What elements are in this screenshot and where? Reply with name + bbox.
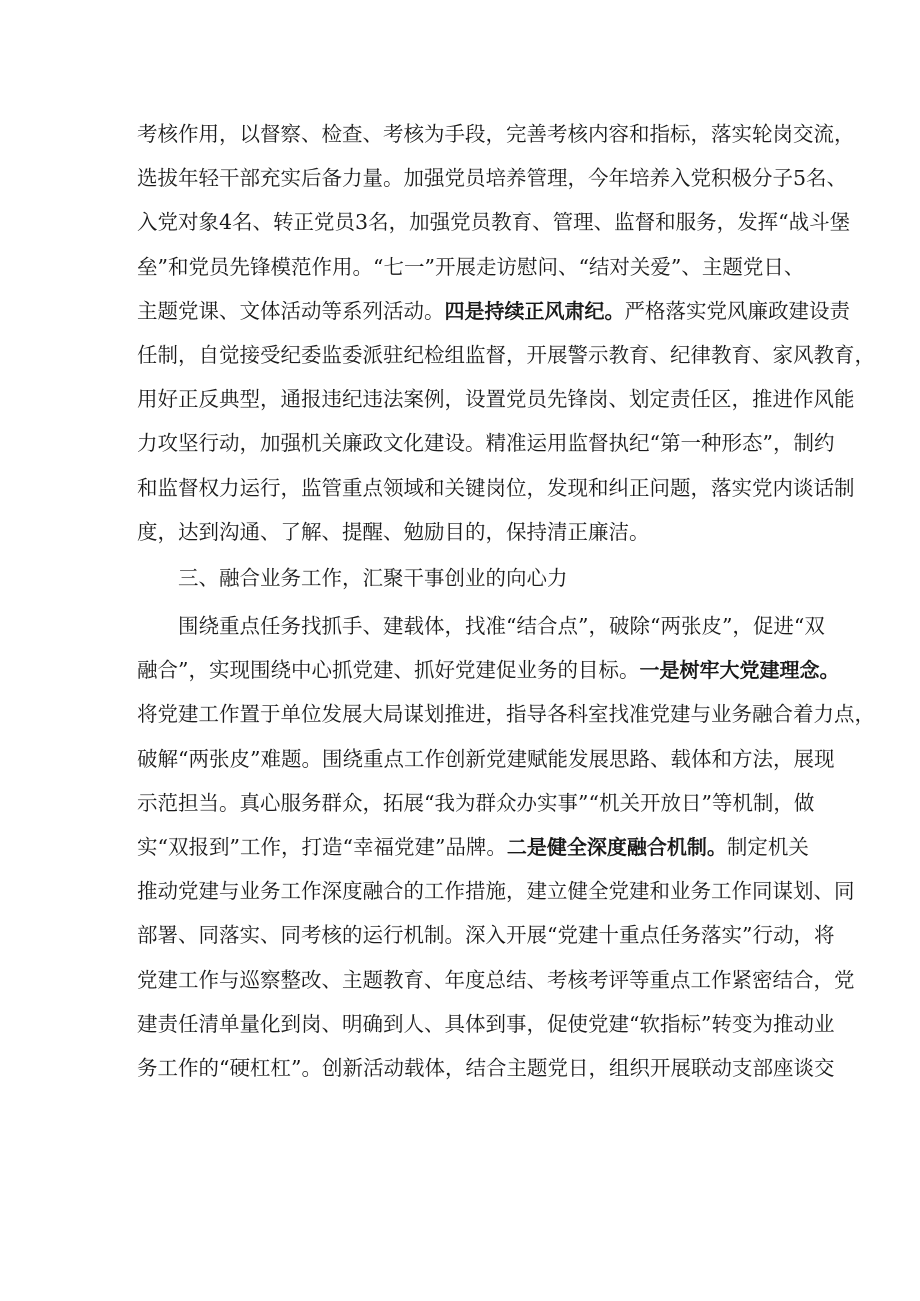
text-run: 实“双报到”工作，打造“幸福党建”品牌。 bbox=[137, 835, 507, 859]
text-line: 建责任清单量化到岗、明确到人、具体到事，促使党建“软指标”转变为推动业 bbox=[137, 1011, 835, 1036]
text-line: 入党对象4名、转正党员3名，加强党员教育、管理、监督和服务，发挥“战斗堡 bbox=[137, 210, 851, 235]
bold-point-two: 二是健全深度融合机制。 bbox=[506, 835, 727, 859]
text-line: 考核作用，以督察、检查、考核为手段，完善考核内容和指标，落实轮岗交流， bbox=[137, 122, 855, 146]
paragraph-business-integration bbox=[137, 604, 875, 1090]
text-run: 制定机关 bbox=[726, 835, 809, 859]
bold-point-one: 一是树牢大党建理念。 bbox=[639, 658, 840, 683]
text-run: 严格落实党风廉政建设责 bbox=[624, 298, 850, 323]
section-heading-3: 三、融合业务工作，汇聚干事创业的向心力 bbox=[178, 565, 568, 590]
paragraph-party-building bbox=[137, 112, 875, 554]
text-line: 推动党建与业务工作深度融合的工作措施，建立健全党建和业务工作同谋划、同 bbox=[137, 879, 855, 904]
text-line: 选拔年轻干部充实后备力量。加强党员培养管理，今年培养入党积极分子5名、 bbox=[137, 166, 848, 191]
text-line bbox=[137, 648, 840, 692]
text-line: 围绕重点任务找抓手、建载体，找准“结合点”，破除“两张皮”，促进“双 bbox=[178, 614, 825, 639]
text-line: 度，达到沟通、了解、提醒、勉励目的，保持清正廉洁。 bbox=[137, 519, 650, 544]
text-line: 任制，自觉接受纪委监委派驻纪检组监督，开展警示教育、纪律教育、家风教育， bbox=[137, 342, 875, 367]
text-line: 用好正反典型，通报违纪违法案例，设置党员先锋岗、划定责任区，推进作风能 bbox=[137, 387, 855, 412]
text-line: 示范担当。真心服务群众，拓展“我为群众办实事”“机关开放日”等机制，做 bbox=[137, 790, 815, 815]
text-line: 将党建工作置于单位发展大局谋划推进，指导各科室找准党建与业务融合着力点， bbox=[137, 702, 875, 727]
text-line: 党建工作与巡察整改、主题教育、年度总结、考核考评等重点工作紧密结合，党 bbox=[137, 967, 855, 992]
text-line: 垒”和党员先锋模范作用。“七一”开展走访慰问、“结对关爱”、主题党日、 bbox=[137, 254, 805, 279]
bold-point-four: 四是持续正风肃纪。 bbox=[444, 298, 625, 323]
document-page bbox=[137, 112, 875, 1090]
text-run: 主题党课、文体活动等系列活动。 bbox=[137, 298, 445, 323]
text-line bbox=[137, 825, 809, 869]
text-line: 破解“两张皮”难题。围绕重点工作创新党建赋能发展思路、载体和方法，展现 bbox=[137, 746, 835, 771]
text-run: 融合”，实现围绕中心抓党建、抓好党建促业务的目标。 bbox=[137, 658, 640, 683]
text-line: 务工作的“硬杠杠”。创新活动载体，结合主题党日，组织开展联动支部座谈交 bbox=[137, 1055, 835, 1080]
text-line: 力攻坚行动，加强机关廉政文化建设。精准运用监督执纪“第一种形态”，制约 bbox=[137, 431, 835, 456]
text-line: 和监督权力运行，监管重点领域和关键岗位，发现和纠正问题，落实党内谈话制 bbox=[137, 475, 855, 500]
text-line bbox=[137, 289, 850, 333]
text-line: 部署、同落实、同考核的运行机制。深入开展“党建十重点任务落实”行动，将 bbox=[137, 923, 835, 948]
